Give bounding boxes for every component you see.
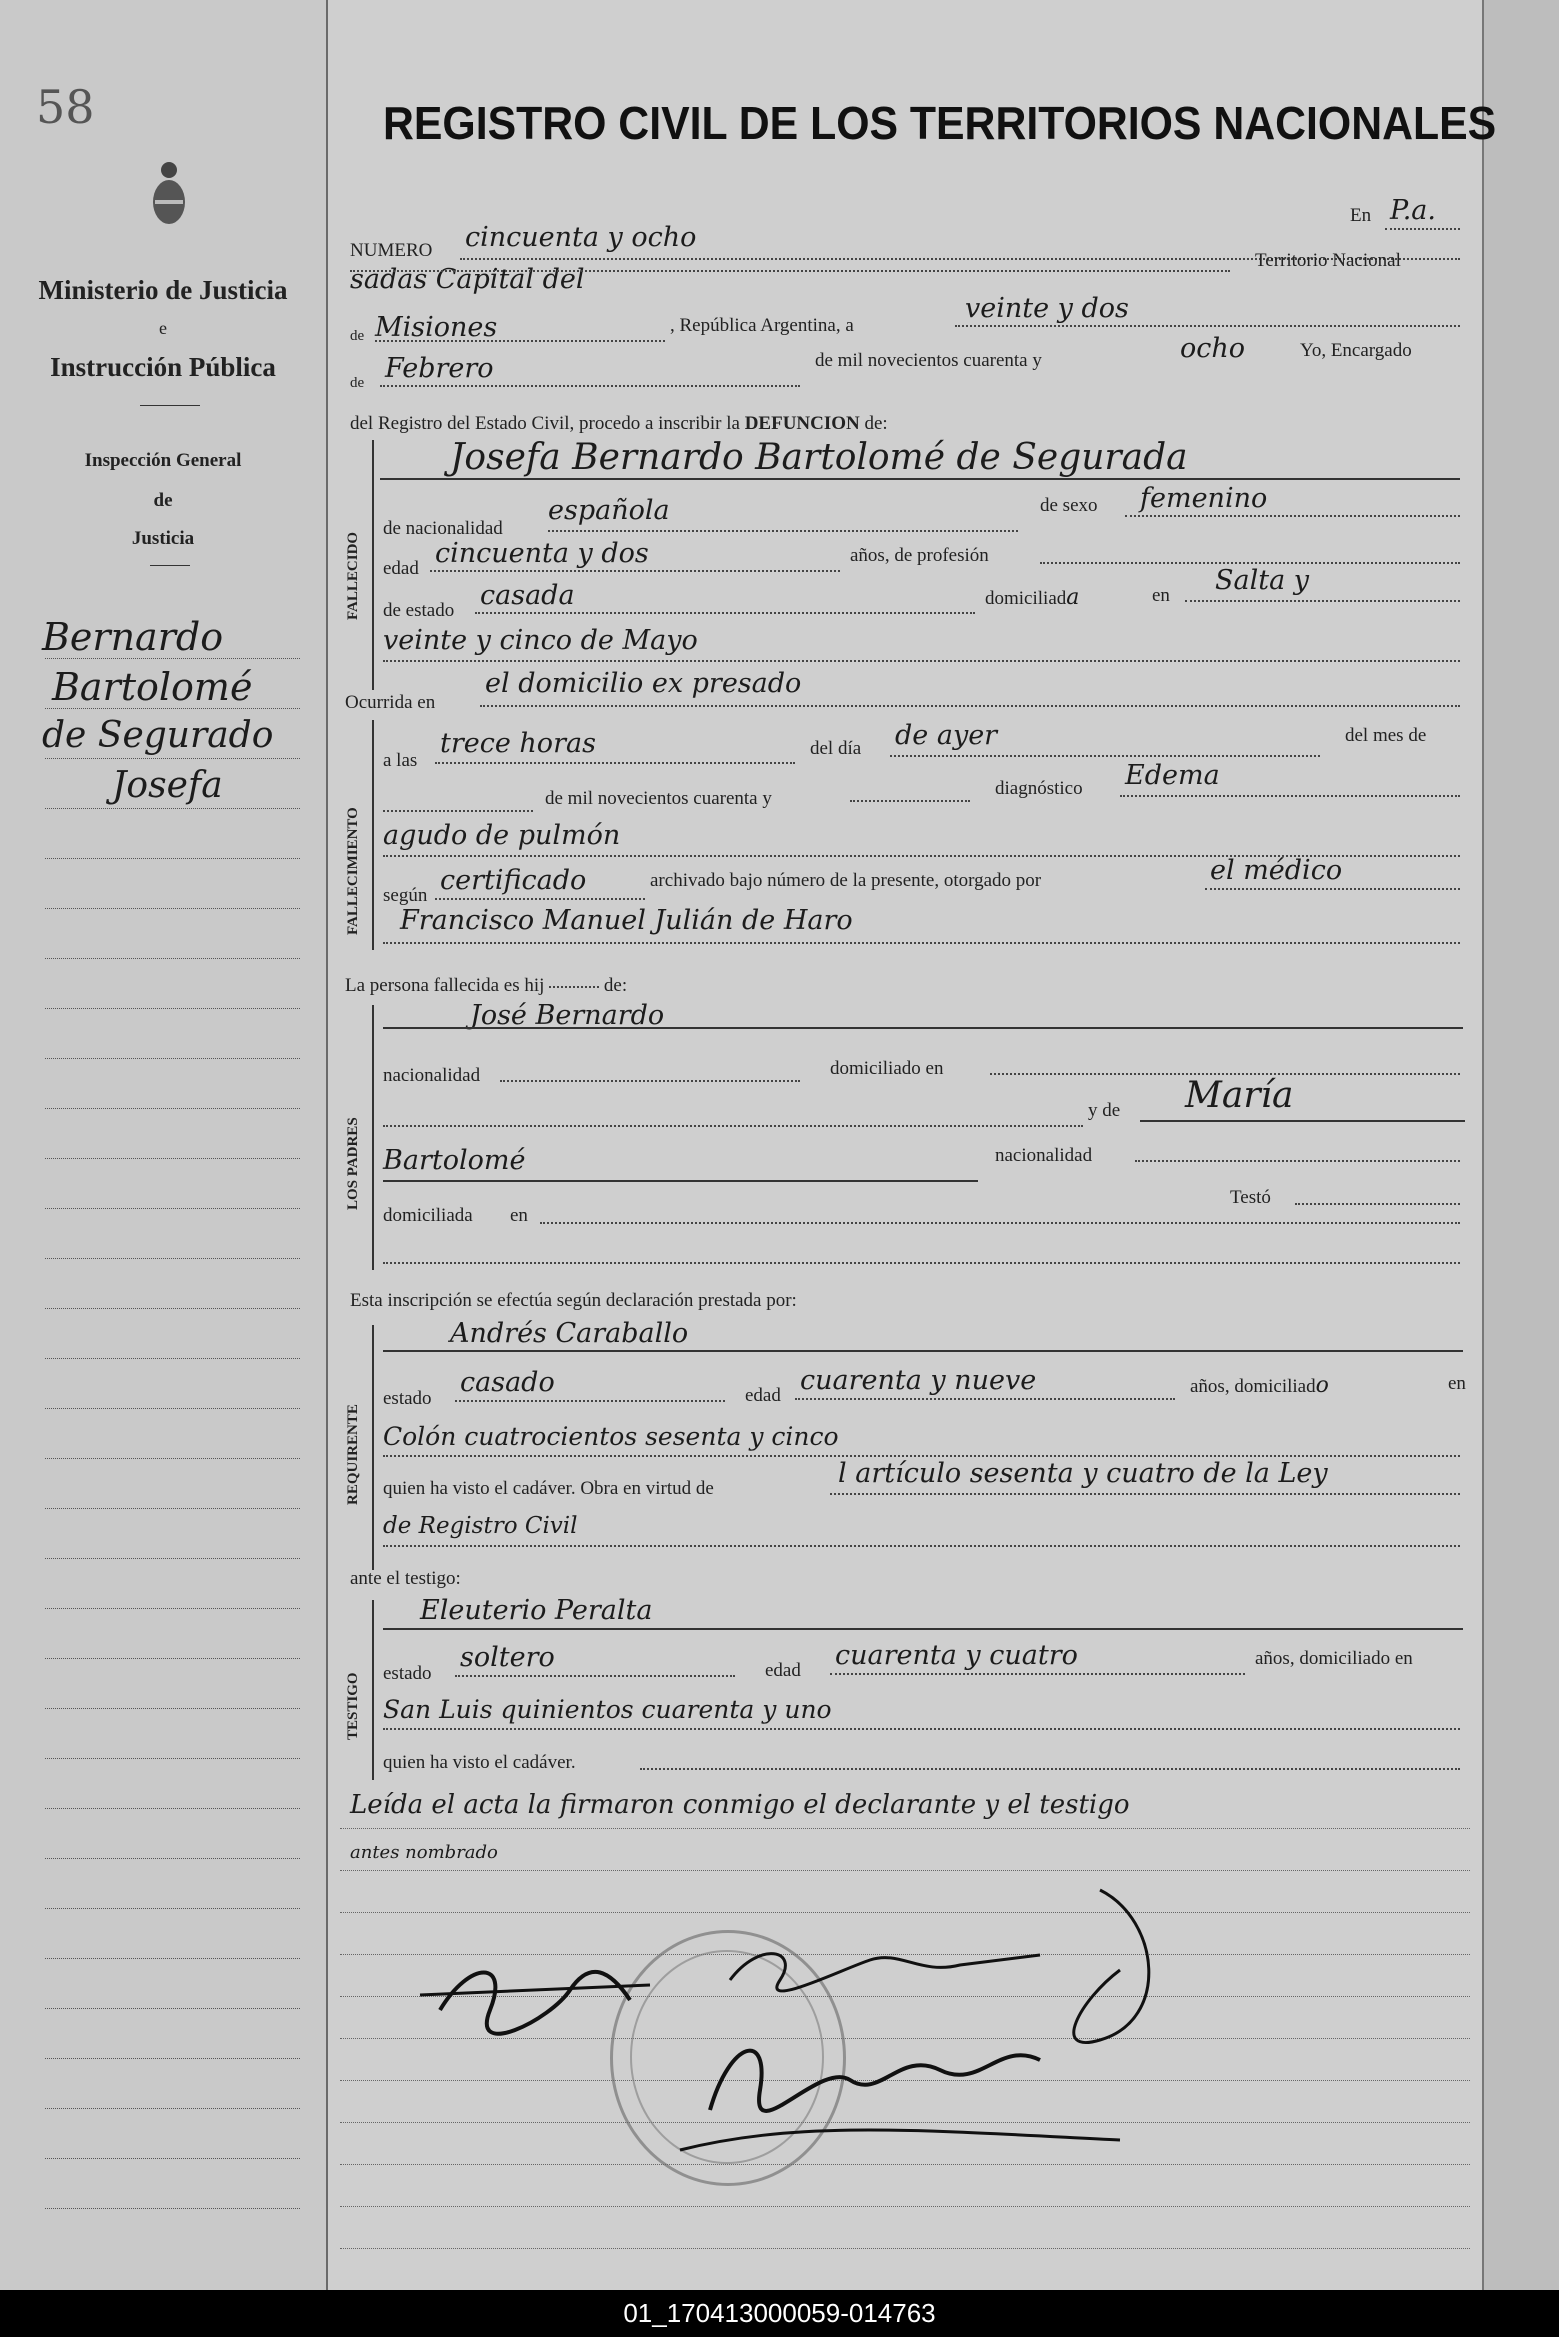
domiciliad-suffix: a [1066,585,1080,610]
image-id-footer: 01_170413000059-014763 [0,2290,1559,2337]
en-label-req: en [1448,1373,1466,1394]
inspection-line3: Justicia [131,528,195,549]
anio-label: de mil novecientos cuarenta y [815,350,1042,371]
territorio-value: Misiones [375,312,498,343]
hora-value: trece horas [440,728,596,759]
sexo-label: de sexo [1040,495,1098,516]
domiciliada-label: domiciliada [383,1205,473,1226]
deceased-name: Josefa Bernardo Bartolomé de Segurada [450,437,1188,478]
mes-label: del mes de [1345,725,1427,746]
estado-label-test: estado [383,1663,432,1684]
divider [140,405,200,406]
domiciliado-label: domiciliado en [830,1058,944,1079]
anio-value: ocho [1180,333,1246,364]
margin-note-line2: Bartolomé [52,665,253,709]
y-de-label: y de [1088,1100,1121,1121]
anios-label-test: años, domiciliado en [1255,1648,1413,1669]
segun-label: según [383,885,428,906]
domiciliad-label [985,585,1079,610]
closing-line2: antes nombrado [350,1842,498,1863]
dia-value-2: de ayer [895,720,998,751]
domicilio-value2: veinte y cinco de Mayo [383,625,698,656]
page-number: 58 [36,80,95,134]
archivado-label: archivado bajo número de la presente, otorgado por [650,870,1042,891]
obra-value: l artículo sesenta y cuatro de la Ley [838,1458,1328,1489]
nacionalidad-label-padre: nacionalidad [383,1065,481,1086]
signatures [400,1880,1220,2210]
domicilio-value: Salta y [1215,565,1310,596]
dia-value: veinte y dos [965,293,1129,324]
madre-surname: Bartolomé [383,1145,526,1176]
republica-label: , República Argentina, a [670,315,854,336]
segun-value: certificado [440,865,587,896]
ministry-line3: Instrucción Pública [50,352,276,382]
testigo-intro: ante el testigo: [350,1568,461,1589]
diagnostico-label: diagnóstico [995,778,1083,799]
ocurrida-value: el domicilio ex presado [485,668,802,699]
domiciliad-text: domiciliad [985,588,1067,609]
anios-profesion-label: años, de profesión [850,545,989,566]
nacionalidad-label-madre: nacionalidad [995,1145,1093,1166]
hij-line [345,975,627,997]
edad-label-req: edad [745,1385,781,1406]
margin-note-line1: Bernardo [42,615,224,659]
de-label-padres: de: [603,975,628,996]
estado-value-req: casado [460,1367,555,1398]
section-label-padres: LOS PADRES [345,1117,361,1210]
territorio-label: Territorio Nacional [1255,250,1401,271]
requirente-domicilio: Colón cuatrocientos sesenta y cinco [383,1422,839,1451]
padre-name: José Bernardo [470,1000,665,1031]
defuncion-label: DEFUNCION [744,413,860,434]
registro-line [350,413,888,435]
de2-label: de [350,375,365,391]
divider [150,565,190,566]
nacionalidad-value: española [548,495,670,526]
edad-value-test: cuarenta y cuatro [835,1640,1078,1671]
estado-value-test: soltero [460,1642,555,1673]
estado-label: de estado [383,600,455,621]
sexo-value: femenino [1140,483,1268,514]
section-label-requirente: REQUIRENTE [345,1404,361,1505]
inspection-line2: de [153,490,173,511]
madre-name: María [1185,1075,1294,1116]
edad-value: cincuenta y dos [435,538,649,569]
de3-label: de: [864,413,888,434]
coat-of-arms-icon [150,160,188,230]
diagnostico-value2: agudo de pulmón [383,820,621,851]
numero-value: cincuenta y ocho [465,222,697,253]
testo-label: Testó [1230,1187,1271,1208]
mes-value: Febrero [385,353,494,384]
anio-label-2: de mil novecientos cuarenta y [545,788,772,809]
left-margin-column [0,0,328,2290]
testigo-domicilio: San Luis quinientos cuarenta y uno [383,1695,832,1724]
en-label-padres: en [510,1205,528,1226]
closing-line1: Leída el acta la firmaron conmigo el declarante y el testigo [350,1790,1130,1820]
obra-value2: de Registro Civil [383,1513,578,1539]
medico-value: Francisco Manuel Julián de Haro [400,905,853,936]
page-title: REGISTRO CIVIL DE LOS TERRITORIOS NACIONALES [383,97,1497,149]
requirente-intro: Esta inscripción se efectúa según declaración prestada por: [350,1290,797,1311]
nacionalidad-label: de nacionalidad [383,518,503,539]
numero-label: NUMERO [350,240,433,261]
de-label: de [350,328,365,344]
requirente-name: Andrés Caraballo [450,1318,689,1349]
diagnostico-value: Edema [1125,760,1220,791]
visto-label-test: quien ha visto el cadáver. [383,1752,576,1773]
estado-label-req: estado [383,1388,432,1409]
dia-label: del día [810,738,862,759]
anios-domiciliad-req [1190,1373,1329,1398]
en-label-2: en [1152,585,1170,606]
anios-label-req: años, domiciliad [1190,1376,1316,1397]
ocurrida-label: Ocurrida en [345,692,436,713]
inspection-line1: Inspección General [84,450,242,471]
en-value: P.a. [1390,195,1436,226]
place-value: sadas Capital del [350,264,585,295]
anios-suffix-req: o [1315,1373,1329,1398]
testigo-name: Eleuterio Peralta [420,1595,653,1626]
section-label-testigo: TESTIGO [345,1672,361,1740]
a-las-label: a las [383,750,418,771]
section-label-fallecimiento: FALLECIMIENTO [345,807,361,935]
hij-label: La persona fallecida es hij [345,975,545,996]
page-right-edge [1482,0,1559,2290]
ministry-line1: Ministerio de Justicia [38,275,288,305]
margin-note-line4: Josefa [112,765,223,806]
registro-label: del Registro del Estado Civil, procedo a inscribir la [350,413,740,434]
estado-value: casada [480,580,575,611]
ministry-line2: e [159,318,167,338]
encargado-label: Yo, Encargado [1300,340,1412,361]
margin-note-line3: de Segurado [42,715,274,756]
otorgado-value: el médico [1210,855,1343,886]
edad-label: edad [383,558,419,579]
section-label-fallecido: FALLECIDO [345,531,361,620]
edad-value-req: cuarenta y nueve [800,1365,1037,1396]
edad-label-test: edad [765,1660,801,1681]
en-label: En [1350,205,1372,226]
visto-label-req: quien ha visto el cadáver. Obra en virtud de [383,1478,714,1499]
